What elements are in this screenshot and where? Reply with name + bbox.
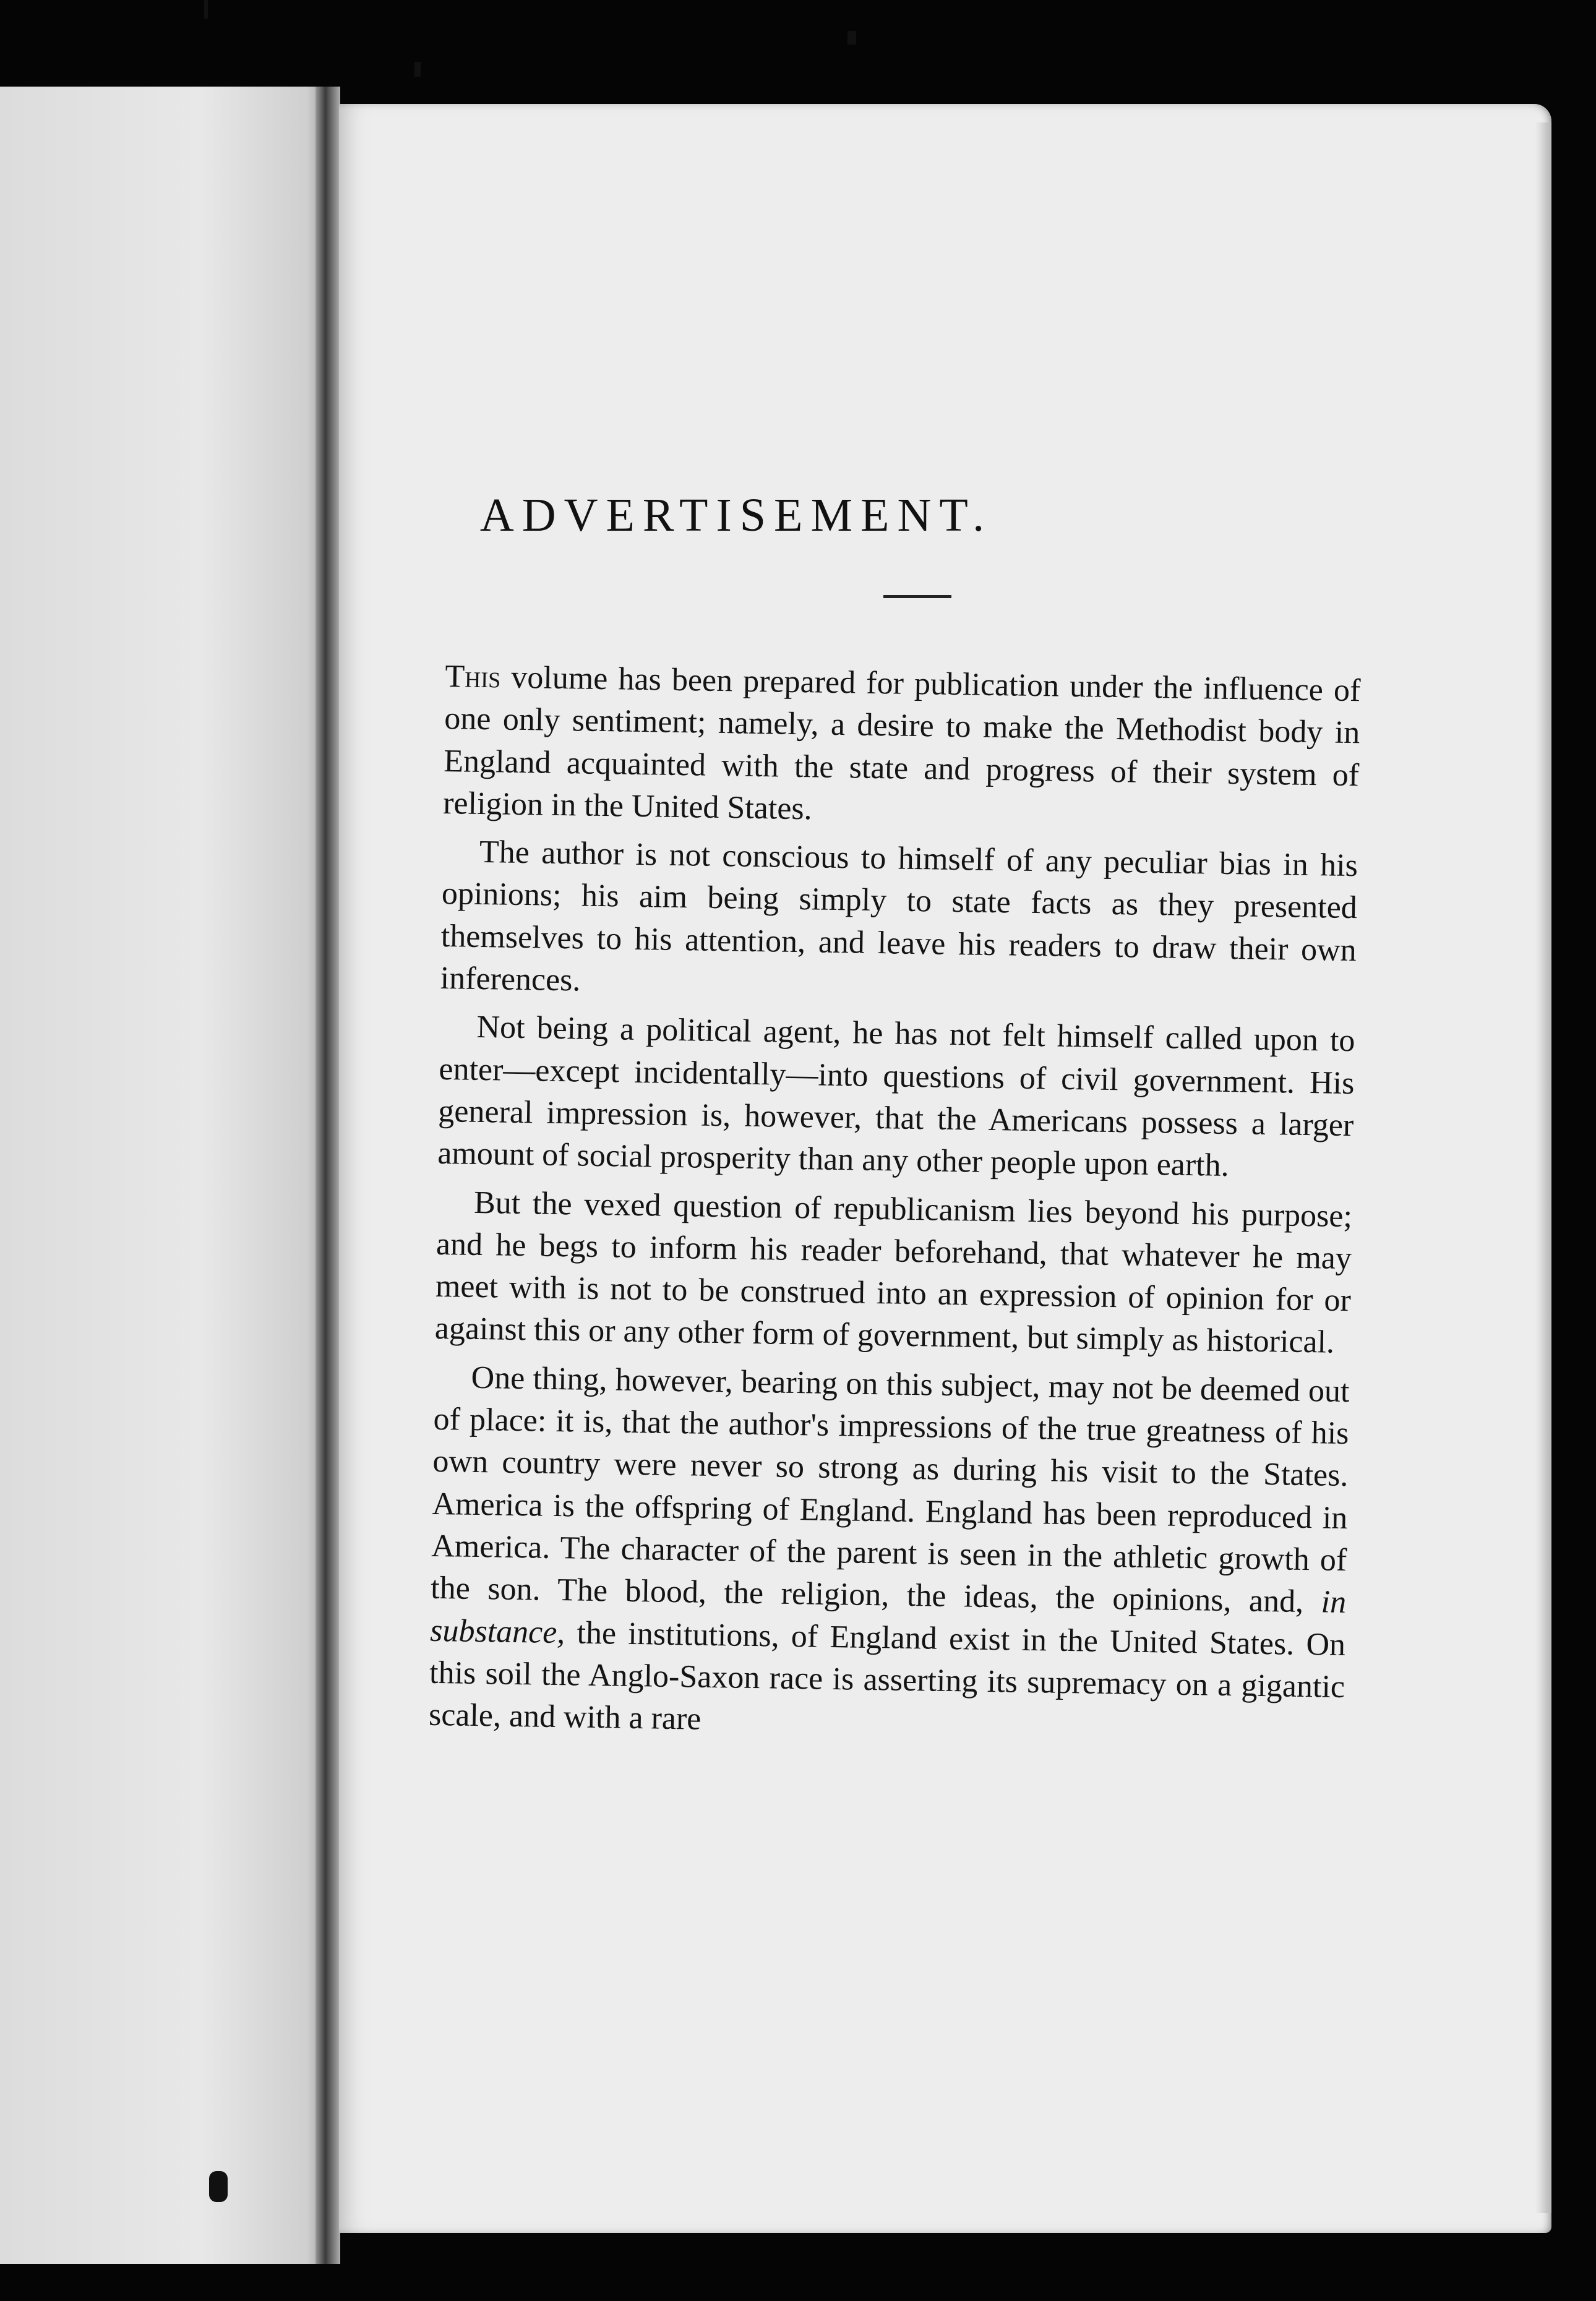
book-spine xyxy=(315,87,340,2264)
page-heading: ADVERTISEMENT. xyxy=(479,489,993,541)
scan-speck-icon xyxy=(204,0,208,19)
paragraph-4: But the vexed question of republicanism lies beyond his purpose; and he begs to inform his reader beforehand, that whatever he may meet with is not to be construed into an expression of opinion for or against this or any other form of government, but simply as historical. xyxy=(434,1185,1353,1361)
paragraph-5 xyxy=(429,1356,1350,1751)
scan-speck-icon xyxy=(414,62,421,77)
scan-speck-icon xyxy=(847,31,856,45)
paragraph-3: Not being a political agent, he has not felt himself called upon to enter—except incidentally—into questions of civil government. His general impression is, however, that the Americans possess a larger amount of social prosperity than any other people upon earth. xyxy=(437,1009,1355,1184)
paragraph-1-text: volume has been prepared for publication under the influence of one only sentiment; namely, a desire to make the Methodist body in England acquainted with the state and progress of their system of religion in the United States. xyxy=(442,659,1361,827)
scan-speck-icon xyxy=(209,2171,228,2202)
paragraph-5-text-before: One thing, however, bearing on this subject, may not be deemed out of place: it is, that the author's impressions of the true greatness of his own country were never so strong as during his visit to the States. America is the offspring of England. England has been reproduced in America. The character of the parent is seen in the athletic growth of the son. The blood, the religion, the ideas, the opinions, and, xyxy=(430,1360,1350,1620)
paragraph-2: The author is not conscious to himself of any peculiar bias in his opinions; his aim being simply to state facts as they presented themselves to his attention, and leave his readers to draw their own inferences. xyxy=(440,834,1358,998)
paragraph-1 xyxy=(443,656,1361,839)
body-text xyxy=(428,656,1360,1757)
paragraph-5-italic: in substance, xyxy=(429,1584,1347,1650)
paragraph-1-lead: This xyxy=(445,658,501,695)
left-page xyxy=(0,87,334,2264)
paragraph-5-text-after: the institutions, of England exist in the United States. On this soil the Anglo-Saxon race is asserting its supremacy on a gigantic scale, and with a rare xyxy=(428,1614,1346,1737)
heading-rule xyxy=(883,595,951,598)
